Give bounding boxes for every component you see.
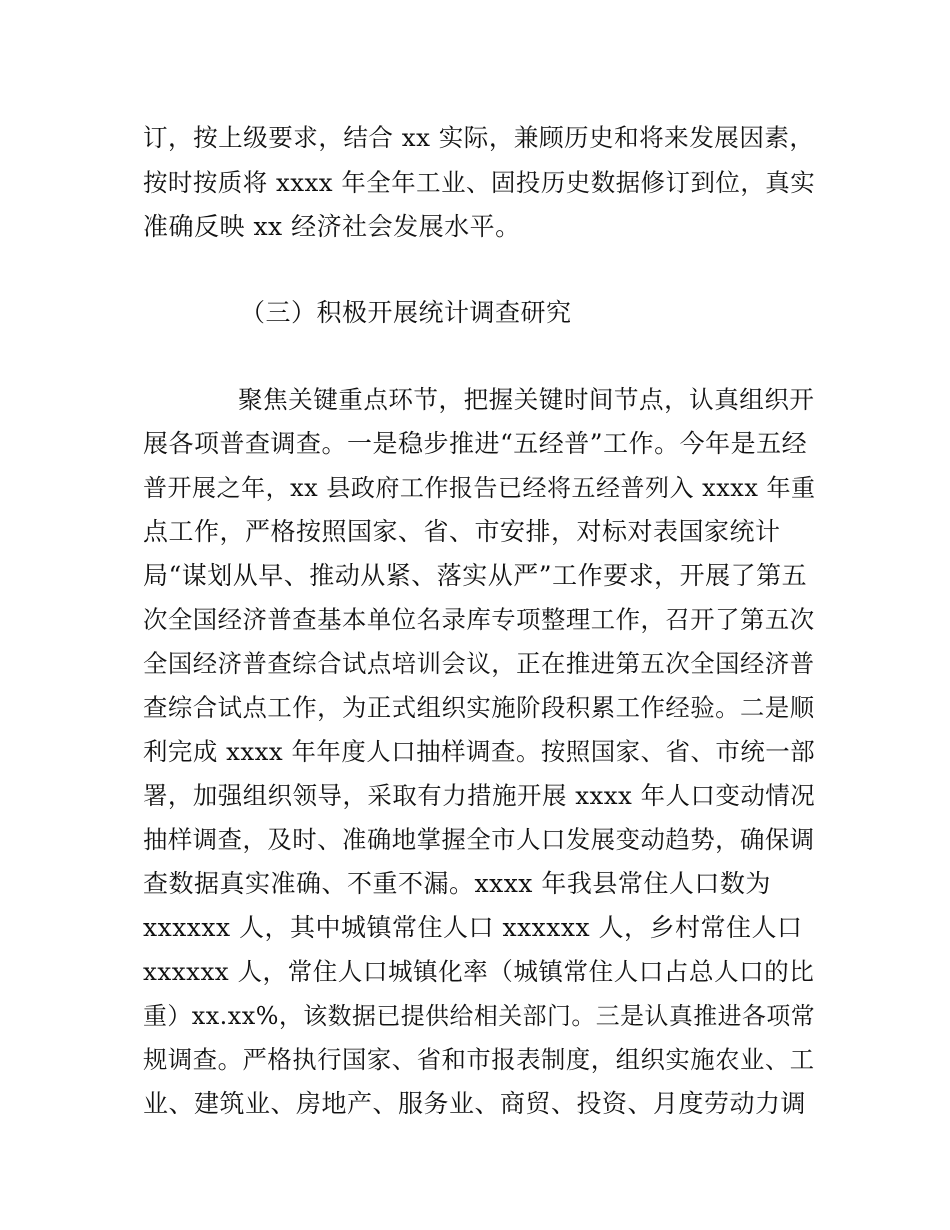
intro-line-1: 订，按上级要求，结合 xx 实际，兼顾历史和将来发展因素， <box>143 123 815 152</box>
body-line-1: 聚焦关键重点环节，把握关键时间节点，认真组织开 <box>238 385 815 414</box>
body-line-14: xxxxxx 人，常住人口城镇化率（城镇常住人口占总人口的比 <box>143 957 815 986</box>
intro-line-3: 准确反映 xx 经济社会发展水平。 <box>143 212 521 241</box>
body-line-17: 业、建筑业、房地产、服务业、商贸、投资、月度劳动力调 <box>143 1089 807 1118</box>
body-line-10: 署，加强组织领导，采取有力措施开展 xxxx 年人口变动情况 <box>143 781 816 810</box>
intro-line-2: 按时按质将 xxxx 年全年工业、固投历史数据修订到位，真实 <box>143 168 816 197</box>
body-line-5: 局“谋划从早、推动从紧、落实从严”工作要求，开展了第五 <box>143 561 808 590</box>
body-line-2: 展各项普查调查。一是稳步推进“五经普”工作。今年是五经 <box>143 429 808 458</box>
body-line-11: 抽样调查，及时、准确地掌握全市人口发展变动趋势，确保调 <box>143 825 815 854</box>
body-line-15: 重）xx.xx%，该数据已提供给相关部门。三是认真推进各项常 <box>143 1002 816 1030</box>
body-line-9: 利完成 xxxx 年年度人口抽样调查。按照国家、省、市统一部 <box>143 737 816 766</box>
body-line-4: 点工作，严格按照国家、省、市安排，对标对表国家统计 <box>143 517 781 546</box>
body-line-12: 查数据真实准确、不重不漏。xxxx 年我县常住人口数为 <box>143 869 771 898</box>
body-line-13: xxxxxx 人，其中城镇常住人口 xxxxxx 人，乡村常住人口 <box>143 913 803 942</box>
body-line-6: 次全国经济普查基本单位名录库专项整理工作，召开了第五次 <box>143 605 815 634</box>
body-line-8: 查综合试点工作，为正式组织实施阶段积累工作经验。二是顺 <box>143 693 815 722</box>
body-line-16: 规调查。严格执行国家、省和市报表制度，组织实施农业、工 <box>143 1045 815 1074</box>
body-line-7: 全国经济普查综合试点培训会议，正在推进第五次全国经济普 <box>143 649 815 678</box>
body-line-3: 普开展之年，xx 县政府工作报告已经将五经普列入 xxxx 年重 <box>143 474 816 502</box>
section-heading: （三）积极开展统计调查研究 <box>240 298 572 327</box>
